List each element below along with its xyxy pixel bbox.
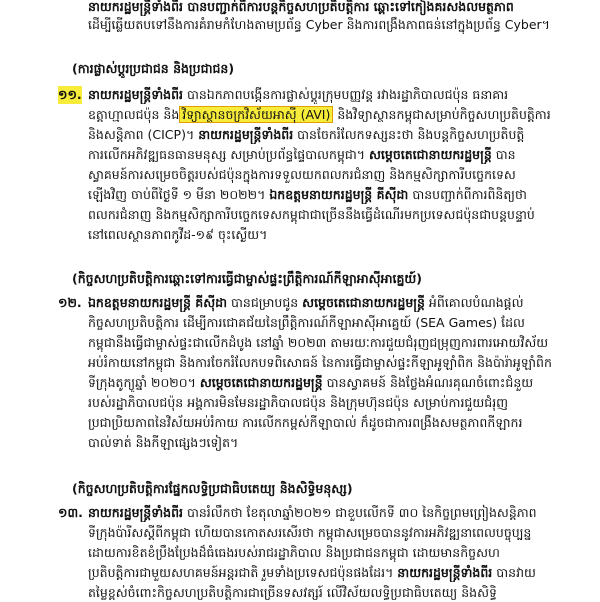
section-1-text-3b: នាយករដ្ឋមន្ត្រីទាំងពីរ bbox=[198, 127, 294, 142]
section-1-text-8: នៅពេលស្ថានភាពកូវីដ-១៩ ចុះស្ងើយ។ bbox=[88, 227, 268, 242]
section-1-line-1 bbox=[0, 86, 600, 104]
section-3-number: ១៣. bbox=[58, 505, 83, 520]
section-3-text-5: តម្លៃខ្ពស់ចំពោះកិច្ចសហប្រតិបត្តិការជាច្រើនទសវត្សរ៍ លើវិស័យលទ្ធិប្រជាធិបតេយ្យ និងសិទ្ធិ bbox=[88, 585, 497, 600]
section-2-text-1b: សម្តេចតេជោនាយករដ្ឋមន្ត្រី bbox=[302, 295, 425, 310]
intro-line-1 bbox=[0, 0, 600, 16]
section-3-text-4c: បានវាយ bbox=[496, 565, 536, 580]
section-3-line-2 bbox=[0, 524, 600, 542]
intro-line-2 bbox=[0, 16, 600, 34]
section-2-line-6 bbox=[0, 394, 600, 412]
intro-text-2: ដើម្បីឆ្លើយតបទៅនឹងការគំរាមកំហែងតាមប្រព័ន្ធ Cyber និងការពង្រឹងភាពធន់នៅក្នុងប្រព័ន្ធ Cyber។ bbox=[88, 17, 550, 32]
section-2-line-4 bbox=[0, 354, 600, 372]
section-2-text-3: កម្ពុជានឹងធ្វើជាម្ចាស់ផ្ទះជាលើកដំបូង នៅឆ្នាំ ២០២៣ តាមរយៈការជួយជំរុញជម្រុញការពារអោយវិស័យ bbox=[88, 335, 549, 350]
intro-text-1: នាយករដ្ឋមន្ត្រីទាំងពីរ បានបញ្ជាក់ពីការបន្តកិច្ចសហប្រតិបត្តិការ ឆ្ពោះទៅកៀងគរសងលមត្ថភាព bbox=[88, 0, 514, 14]
section-2-text-5b: សម្តេចតេជោនាយករដ្ឋមន្ត្រី bbox=[199, 375, 323, 390]
section-3-text-1: បានរំលឹកថា ខែតុលាឆ្នាំ២០២១ ជាខួបលើកទី ៣០ នៃកិច្ចព្រមព្រៀងសន្តិភាព bbox=[186, 505, 537, 520]
section-1-number: ១១. bbox=[58, 87, 82, 102]
section-2-text-2: កិច្ចសហប្រតិបត្តិការ ដើម្បីការជោគជ័យនៃព្រឹត្តិការណ៍កីឡាអាស៊ីអាគ្នេយ៍ (SEA Games) ដែល bbox=[88, 315, 525, 330]
section-2-text-8: បាល់ទាត់ និងកីឡាផ្សេងៗទៀត។ bbox=[88, 435, 239, 450]
section-2-text-4: អប់រំកាយនៅកម្ពុជា និងការចែករំលែកបទពិសោធន៍ នៃការធ្វើជាម្ចាស់ផ្ទះកីឡាអូឡាំពិក និងប៉ារ៉ាអូឡាំពិក bbox=[88, 355, 552, 370]
section-3-text-3: ដោយការខិតខំប្រឹងប្រែងដ៏ធំធេងរបស់រាជរដ្ឋាភិបាល និងប្រជាជនកម្ពុជា ដោយមានកិច្ចសហ bbox=[88, 545, 500, 560]
section-1-text-6c: បានបញ្ជាក់ពីការពិនិត្យថា bbox=[412, 187, 527, 202]
section-3-text-4b: នាយករដ្ឋមន្ត្រីទាំងពីរ bbox=[397, 565, 493, 580]
section-1-text-6b: ឯកឧត្តមនាយករដ្ឋមន្ត្រី គីស៊ីដា bbox=[269, 187, 409, 202]
section-1-line-4 bbox=[0, 146, 600, 164]
section-1-text-3c: បានចែករំលែកទស្សនះថា និងបន្តកិច្ចសហប្រតិបត្តិ bbox=[297, 127, 525, 142]
section-2-line-3 bbox=[0, 334, 600, 352]
section-1-text-1: បានឯកភាពបង្កើនការផ្លាស់ប្តូរក្រុមបញ្ញវន្ត រវាងរដ្ឋាភិបាលជប៉ុន ធនាគារ bbox=[186, 87, 509, 102]
highlighted-text: វិទ្យាស្ថានចក្រវិស័យអាស៊ី (AVI) bbox=[179, 106, 333, 123]
section-1-line-7 bbox=[0, 206, 600, 224]
section-2-number: ១២. bbox=[58, 295, 82, 310]
section-3-lead: នាយករដ្ឋមន្ត្រីទាំងពីរ bbox=[88, 505, 183, 520]
section-1-text-7: ពលករជំនាញ និងកម្មសិក្សាការីបច្ចេកទេសកម្ពុជាជាច្រើននឹងធ្វើដំណើរមកប្រទេសជប៉ុនជាបន្តបន្ទាប់ bbox=[88, 207, 535, 222]
section-1-text-2b: និងវិទ្យាស្ថានកម្ពុជាសម្រាប់កិច្ចសហប្រតិបត្តិការ bbox=[337, 107, 551, 122]
section-2-line-7 bbox=[0, 414, 600, 432]
section-1-text-4c: បាន bbox=[495, 147, 516, 162]
section-2-heading: (កិច្ចសហប្រតិបត្តិការឆ្ពោះទៅការធ្វើជាម្ចាស់ផ្ទះព្រឹត្តិការណ៍កីឡាអាស៊ីអាគ្នេយ៍) bbox=[72, 271, 422, 286]
section-2-text-5c: បានស្វាគមន៍ និងថ្លែងអំណរគុណចំពោះជំនួយ bbox=[326, 375, 534, 390]
section-2-line-5 bbox=[0, 374, 600, 392]
section-1-text-4a: ការលើកអភិវឌ្ឍធនធានមនុស្ស សម្រាប់ប្រព័ន្ធផ្ទៃបាលកម្ពុជា។ bbox=[88, 147, 366, 162]
section-1-text-3a: និងសន្តិភាព (CICP)។ bbox=[88, 127, 195, 142]
section-3-line-5 bbox=[0, 584, 600, 602]
section-1-lead: នាយករដ្ឋមន្ត្រីទាំងពីរ bbox=[88, 87, 183, 102]
section-3-text-4a: ប្រតិបត្តិការជាមួយសហគមន៍អន្តរជាតិ រួមទាំងប្រទេសជប៉ុនផងដែរ។ bbox=[88, 565, 394, 580]
section-3-text-2: ទីក្រុងប៉ារីសស្តីពីកម្ពុជា ហើយបានកោតសរសើរថា កម្ពុជាសម្រេចបាននូវការអភិវឌ្ឍនាពេលបច្ចុប្បន្ន bbox=[88, 525, 532, 540]
section-3-line-4 bbox=[0, 564, 600, 582]
section-2-lead: ឯកឧត្តមនាយករដ្ឋមន្ត្រី គីស៊ីដា bbox=[88, 295, 227, 310]
section-2-text-1c: អំពីគោលបំណងផ្តល់ bbox=[428, 295, 524, 310]
section-3-line-1 bbox=[0, 504, 600, 522]
section-1-text-2a: ឧត្តាហ្មាលជប៉ុន និង bbox=[88, 107, 180, 122]
section-2-text-5a: ទីក្រុងតូក្យូឆ្នាំ ២០២០។ bbox=[88, 375, 196, 390]
section-1-text-6a: ឡើងវិញ ចាប់ពីថ្ងៃទី ១ មីនា ២០២២។ bbox=[88, 187, 266, 202]
section-1-text-4b: សម្តេចតេជោនាយករដ្ឋមន្ត្រី bbox=[369, 147, 492, 162]
section-2-text-6: របស់រដ្ឋាភិបាលជប៉ុន អង្គការមិនមែនរដ្ឋាភិបាលជប៉ុន និងក្រុមហ៊ុនជប៉ុន សម្រាប់ការជួយជំរុញ bbox=[88, 395, 509, 410]
section-2-line-1 bbox=[0, 294, 600, 312]
section-2-text-7: ប្រជាប្រិយភាពនៃវិស័យអប់រំកាយ ការលើកកម្ពស់កីឡាបាល់ ក៏ដូចជាការពង្រឹងសមត្ថភាពកីឡាករ bbox=[88, 415, 523, 430]
section-2-line-8 bbox=[0, 434, 600, 452]
section-1-line-5 bbox=[0, 166, 600, 184]
section-1-line-2 bbox=[0, 106, 600, 124]
section-1-line-6 bbox=[0, 186, 600, 204]
section-3-heading: (កិច្ចសហប្រតិបត្តិការផ្នែកលទ្ធិប្រជាធិបតេយ្យ និងសិទ្ធិមនុស្ស) bbox=[72, 481, 353, 496]
section-1-line-3 bbox=[0, 126, 600, 144]
section-1-heading: (ការផ្លាស់ប្តូរប្រជាជន និងប្រជាជន) bbox=[72, 61, 235, 76]
section-3-line-3 bbox=[0, 544, 600, 562]
section-1-text-5: ស្វាគមន៍ការសម្រេចចិត្តរបស់ជប៉ុនក្នុងការទទួលយកពលករជំនាញ និងកម្មសិក្សាការីបច្ចេកទេស bbox=[88, 167, 516, 182]
section-2-text-1a: បានជម្រាបជូន bbox=[230, 295, 299, 310]
section-2-line-2 bbox=[0, 314, 600, 332]
section-1-line-8 bbox=[0, 226, 600, 244]
